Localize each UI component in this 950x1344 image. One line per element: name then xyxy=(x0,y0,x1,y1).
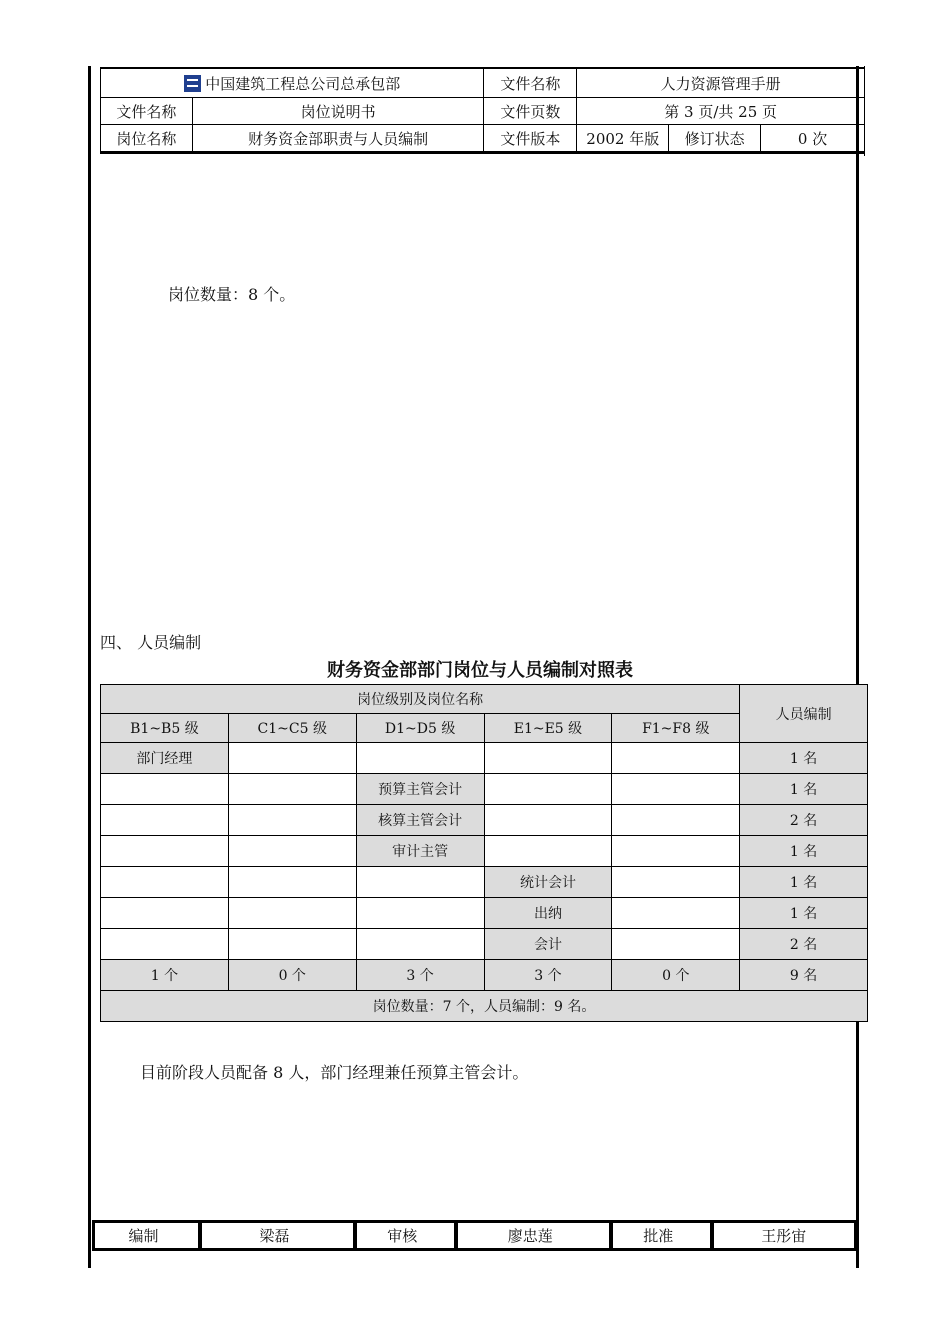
table-cell xyxy=(612,774,740,805)
table-cell xyxy=(228,867,356,898)
doc-name-value: 岗位说明书 xyxy=(192,98,484,125)
table-row xyxy=(101,898,868,929)
total-cell: 0 个 xyxy=(612,960,740,991)
footer-separator xyxy=(704,1222,712,1250)
table-cell xyxy=(612,929,740,960)
table-cell xyxy=(101,898,229,929)
staff-cell: 1 名 xyxy=(740,867,868,898)
staff-header: 人员编制 xyxy=(740,685,868,743)
table-cell xyxy=(612,867,740,898)
file-name-value: 人力资源管理手册 xyxy=(577,68,865,98)
approve-name: 王彤宙 xyxy=(712,1222,856,1250)
staffing-table xyxy=(100,684,868,1022)
review-name: 廖忠莲 xyxy=(456,1222,603,1250)
table-cell xyxy=(612,743,740,774)
table-cell xyxy=(101,836,229,867)
table-cell xyxy=(101,867,229,898)
section-title: 四、 人员编制 xyxy=(100,633,202,652)
page-frame-bottom-right xyxy=(856,1250,859,1268)
level-header: C1~C5 级 xyxy=(228,714,356,743)
total-cell: 3 个 xyxy=(356,960,484,991)
table-cell xyxy=(228,898,356,929)
table-cell xyxy=(228,929,356,960)
level-header: B1~B5 级 xyxy=(101,714,229,743)
total-staff-cell: 9 名 xyxy=(740,960,868,991)
summary-cell: 岗位数量：7 个，人员编制：9 名。 xyxy=(101,991,868,1022)
table-cell xyxy=(228,836,356,867)
table-row xyxy=(101,805,868,836)
table-row xyxy=(101,867,868,898)
table-row xyxy=(101,774,868,805)
footer-separator xyxy=(347,1222,355,1250)
table-cell xyxy=(356,867,484,898)
table-row xyxy=(101,836,868,867)
level-header: D1~D5 级 xyxy=(356,714,484,743)
staffing-note: 目前阶段人员配备 8 人，部门经理兼任预算主管会计。 xyxy=(140,1063,529,1082)
revision-label: 修订状态 xyxy=(669,125,761,153)
company-logo-icon xyxy=(184,75,201,92)
page-frame-left xyxy=(88,66,91,1266)
level-header: E1~E5 级 xyxy=(484,714,612,743)
table-row xyxy=(101,929,868,960)
version-value: 2002 年版 xyxy=(577,125,669,153)
table-cell xyxy=(484,774,612,805)
footer-separator xyxy=(603,1222,611,1250)
table-cell: 会计 xyxy=(484,929,612,960)
table-cell xyxy=(228,805,356,836)
compile-name: 梁磊 xyxy=(200,1222,347,1250)
page-count-label: 文件页数 xyxy=(484,98,577,125)
table-cell xyxy=(101,929,229,960)
table-cell xyxy=(101,774,229,805)
total-cell: 3 个 xyxy=(484,960,612,991)
compile-label: 编制 xyxy=(94,1222,192,1250)
table-cell: 预算主管会计 xyxy=(356,774,484,805)
table-cell xyxy=(612,805,740,836)
position-name-label: 岗位名称 xyxy=(101,125,193,153)
footer-separator xyxy=(448,1222,456,1250)
doc-name-label: 文件名称 xyxy=(101,98,193,125)
signature-footer xyxy=(92,1220,857,1251)
table-cell xyxy=(228,774,356,805)
staff-cell: 1 名 xyxy=(740,774,868,805)
staff-cell: 1 名 xyxy=(740,898,868,929)
table-cell: 部门经理 xyxy=(101,743,229,774)
table-cell xyxy=(484,836,612,867)
position-count-text: 岗位数量：8 个。 xyxy=(168,285,296,304)
table-cell xyxy=(228,743,356,774)
table-cell xyxy=(356,743,484,774)
table-cell: 核算主管会计 xyxy=(356,805,484,836)
company-name: 中国建筑工程总公司总承包部 xyxy=(205,74,401,93)
staff-cell: 2 名 xyxy=(740,929,868,960)
table-row xyxy=(101,743,868,774)
table-cell xyxy=(356,898,484,929)
approve-label: 批准 xyxy=(611,1222,704,1250)
table-cell: 统计会计 xyxy=(484,867,612,898)
total-cell: 0 个 xyxy=(228,960,356,991)
review-label: 审核 xyxy=(355,1222,448,1250)
table-cell xyxy=(612,836,740,867)
table-cell: 审计主管 xyxy=(356,836,484,867)
footer-separator xyxy=(192,1222,200,1250)
revision-value: 0 次 xyxy=(761,125,865,153)
version-label: 文件版本 xyxy=(484,125,577,153)
position-name-value: 财务资金部职责与人员编制 xyxy=(192,125,484,153)
level-header: F1~F8 级 xyxy=(612,714,740,743)
table-cell xyxy=(612,898,740,929)
table-cell xyxy=(484,805,612,836)
staff-cell: 1 名 xyxy=(740,743,868,774)
table-cell xyxy=(484,743,612,774)
table-cell xyxy=(356,929,484,960)
document-header-table xyxy=(100,67,865,154)
company-cell xyxy=(101,68,484,98)
page-count-value: 第 3 页/共 25 页 xyxy=(577,98,865,125)
level-group-header: 岗位级别及岗位名称 xyxy=(101,685,740,714)
page-frame-bottom-left xyxy=(88,1250,91,1268)
totals-row xyxy=(101,960,868,991)
staff-cell: 2 名 xyxy=(740,805,868,836)
staff-cell: 1 名 xyxy=(740,836,868,867)
file-name-label: 文件名称 xyxy=(484,68,577,98)
table-caption: 财务资金部部门岗位与人员编制对照表 xyxy=(327,660,633,681)
table-cell xyxy=(101,805,229,836)
table-cell: 出纳 xyxy=(484,898,612,929)
total-cell: 1 个 xyxy=(101,960,229,991)
